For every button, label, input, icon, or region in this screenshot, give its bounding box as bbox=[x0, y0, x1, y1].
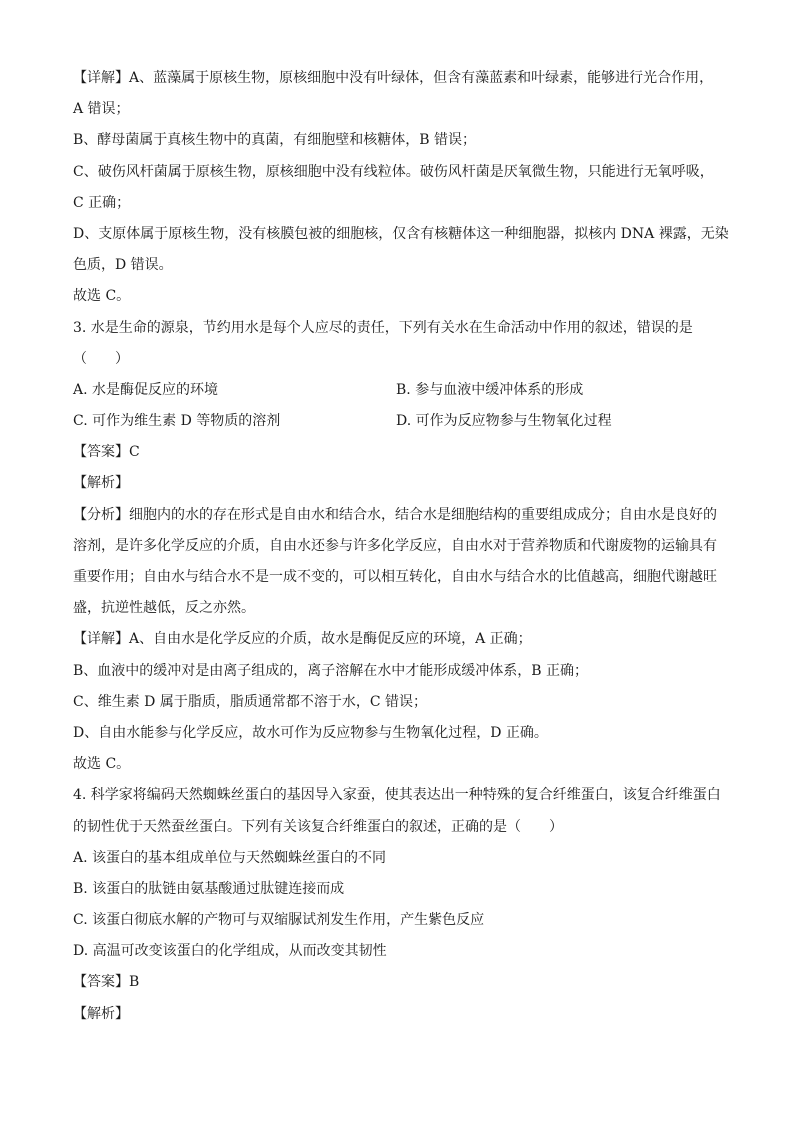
text-line: 故选 C。 bbox=[73, 756, 131, 773]
text-line: 盛，抗逆性越低，反之亦然。 bbox=[73, 600, 255, 617]
text-line: A 错误； bbox=[73, 101, 130, 118]
option-row bbox=[73, 375, 733, 406]
text-line: 【分析】细胞内的水的存在形式是自由水和结合水，结合水是细胞结构的重要组成成分；自由水是良好的 bbox=[73, 506, 717, 523]
text-line: 【详解】A、蓝藻属于原核生物，原核细胞中没有叶绿体，但含有藻蓝素和叶绿素，能够进行光合作用， bbox=[73, 70, 714, 86]
question-4 bbox=[73, 780, 733, 1030]
document-page bbox=[73, 63, 733, 1030]
option-row bbox=[73, 406, 733, 437]
text-line: 溶剂，是许多化学反应的介质，自由水还参与许多化学反应，自由水对于营养物质和代谢废物的运输具有 bbox=[73, 537, 717, 554]
text-line: C、维生素 D 属于脂质，脂质通常都不溶于水，C 错误； bbox=[73, 693, 427, 710]
option-d: D. 高温可改变该蛋白的化学组成，从而改变其韧性 bbox=[73, 943, 387, 960]
text-line: B、酵母菌属于真核生物中的真菌，有细胞壁和核糖体，B 错误； bbox=[73, 132, 477, 149]
option-b: B. 参与血液中缓冲体系的形成 bbox=[396, 381, 584, 398]
option-c: C. 可作为维生素 D 等物质的溶剂 bbox=[73, 413, 281, 430]
option-d: D. 可作为反应物参与生物氧化过程 bbox=[396, 413, 612, 430]
option-c: C. 该蛋白彻底水解的产物可与双缩脲试剂发生作用，产生紫色反应 bbox=[73, 912, 485, 929]
text-line: C、破伤风杆菌属于原核生物，原核细胞中没有线粒体。破伤风杆菌是厌氧微生物，只能进行无氧呼吸， bbox=[73, 163, 714, 180]
text-line: D、自由水能参与化学反应，故水可作为反应物参与生物氧化过程，D 正确。 bbox=[73, 724, 548, 741]
text-line: B、血液中的缓冲对是由离子组成的，离子溶解在水中才能形成缓冲体系，B 正确； bbox=[73, 662, 589, 679]
text-line: D、支原体属于原核生物，没有核膜包被的细胞核，仅含有核糖体这一种细胞器，拟核内 DNA 裸露，无染 bbox=[73, 225, 729, 242]
text-line: 【详解】A、自由水是化学反应的介质，故水是酶促反应的环境，A 正确； bbox=[73, 631, 532, 648]
question-stem: 4. 科学家将编码天然蜘蛛丝蛋白的基因导入家蚕，使其表达出一种特殊的复合纤维蛋白，该复合纤维蛋白 bbox=[73, 787, 721, 804]
q2-explanation bbox=[73, 63, 733, 313]
question-3 bbox=[73, 313, 733, 781]
text-line: C 正确； bbox=[73, 194, 131, 211]
text-line: 故选 C。 bbox=[73, 288, 131, 305]
analysis-label: 【解析】 bbox=[73, 1005, 129, 1022]
question-stem: 3. 水是生命的源泉，节约用水是每个人应尽的责任，下列有关水在生命活动中作用的叙述，错误的是 bbox=[73, 319, 693, 336]
question-stem: 的韧性优于天然蚕丝蛋白。下列有关该复合纤维蛋白的叙述，正确的是（ ） bbox=[73, 818, 563, 835]
text-line: 重要作用；自由水与结合水不是一成不变的，可以相互转化，自由水与结合水的比值越高，细胞代谢越旺 bbox=[73, 569, 717, 585]
option-a: A. 该蛋白的基本组成单位与天然蜘蛛丝蛋白的不同 bbox=[73, 849, 387, 866]
text-line: 色质，D 错误。 bbox=[73, 257, 173, 274]
analysis-label: 【解析】 bbox=[73, 475, 129, 492]
option-a: A. 水是酶促反应的环境 bbox=[73, 381, 219, 398]
answer-label: 【答案】B bbox=[73, 974, 140, 991]
option-b: B. 该蛋白的肽链由氨基酸通过肽键连接而成 bbox=[73, 880, 345, 897]
answer-label: 【答案】C bbox=[73, 444, 140, 461]
question-stem: （ ） bbox=[73, 350, 129, 367]
